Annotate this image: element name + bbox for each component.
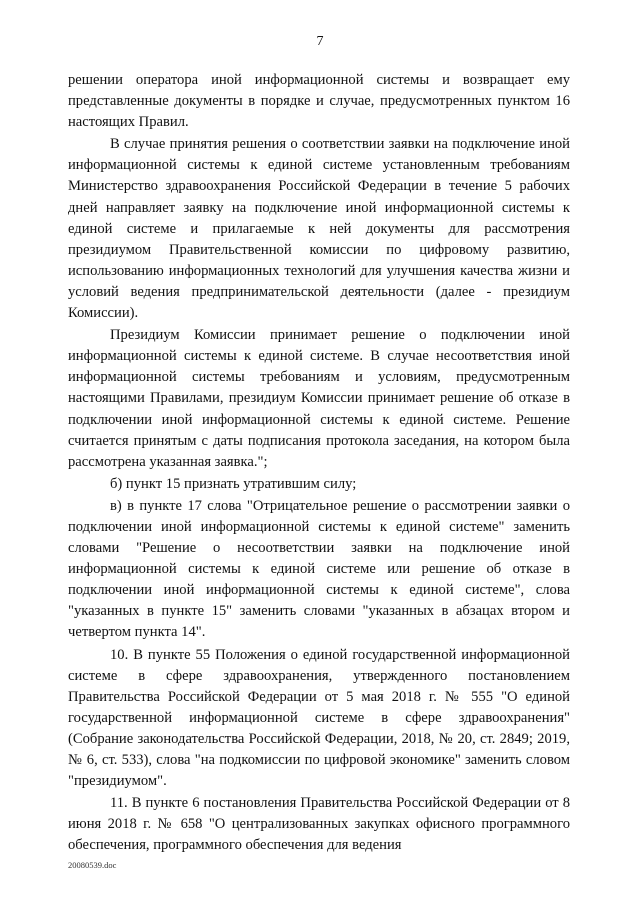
paragraph-item-b: б) пункт 15 признать утратившим силу; <box>110 475 357 492</box>
paragraph-point-11: 11. В пункте 6 постановления Правительства Российской Федерации от 8 июня 2018 г. № 658 "О централизованных закупках офисного программного обеспечения, программного обеспечения для ведения <box>68 795 570 854</box>
paragraph-item-v: в) в пункте 17 слова "Отрицательное решение о рассмотрении заявки о подключении иной информационной системы к единой системе" заменить словами "Решение о несоответствии заявки на подключение иной информационной системы к единой системе или решение об отказе в подключении иной информационной системы к единой системе", слова "указанных в пункте 15" заменить словами "указанных в абзацах втором и четвертом пункта 14". <box>68 497 570 641</box>
paragraph-point-10: 10. В пункте 55 Положения о единой государственной информационной системе в сфере здравоохранения, утвержденного постановлением Правительства Российской Федерации от 5 мая 2018 г. № 555 "О единой государственной информационной системе в сфере здравоохранения" (Собрание законодательства Российской Федерации, 2018, № 20, ст. 2849; 2019, № 6, ст. 533), слова "на подкомиссии по цифровой экономике" заменить словом "президиумом". <box>68 646 570 790</box>
paragraph-presidium-decision: Президиум Комиссии принимает решение о подключении иной информационной системы к единой системе. В случае несоответствия иной информационной системы требованиям и условиям, предусмотренным настоящими Правилами, президиум Комиссии принимает решение об отказе в подключении иной информационной системы к единой системе. Решение считается принятым с даты подписания протокола заседания, на котором была рассмотрена указанная заявка."; <box>68 327 570 470</box>
document-body <box>68 70 570 856</box>
paragraph-application-approval: В случае принятия решения о соответствии заявки на подключение иной информационной системы к единой системе установленным требованиям Министерство здравоохранения Российской Федерации в течение 5 рабочих дней направляет заявку на подключение иной информационной системы к единой системе и прилагаемые к ней документы для рассмотрения президиумом Правительственной комиссии по цифровому развитию, использованию информационных технологий для улучшения качества жизни и условий ведения предпринимательской деятельности (далее - президиум Комиссии). <box>68 136 570 322</box>
page-number: 7 <box>316 34 324 49</box>
paragraph-continuation: решении оператора иной информационной системы и возвращает ему представленные документы в порядке и случае, предусмотренных пунктом 16 настоящих Правил. <box>68 72 570 131</box>
file-code: 20080539.doc <box>68 860 117 870</box>
